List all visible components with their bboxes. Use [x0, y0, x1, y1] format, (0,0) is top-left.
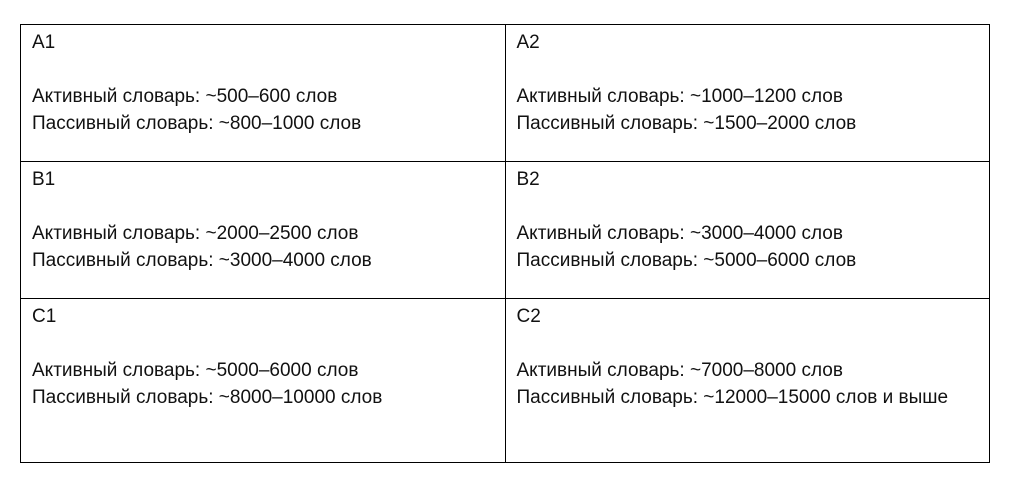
passive-vocabulary: Пассивный словарь: ~3000–4000 слов [32, 250, 372, 271]
active-vocabulary: Активный словарь: ~7000–8000 слов [516, 360, 843, 381]
active-vocabulary: Активный словарь: ~5000–6000 слов [32, 360, 359, 381]
level-cell-b2 [505, 162, 990, 299]
passive-vocabulary: Пассивный словарь: ~8000–10000 слов [32, 387, 383, 408]
passive-vocabulary: Пассивный словарь: ~12000–15000 слов и выше [516, 387, 949, 408]
active-vocabulary: Активный словарь: ~3000–4000 слов [516, 223, 843, 244]
active-vocabulary: Активный словарь: ~1000–1200 слов [516, 86, 843, 107]
level-label: C2 [516, 306, 541, 327]
active-vocabulary: Активный словарь: ~500–600 слов [32, 86, 338, 107]
level-label: B2 [516, 169, 540, 190]
table-row [21, 162, 990, 299]
level-cell-a2 [505, 25, 990, 162]
passive-vocabulary: Пассивный словарь: ~1500–2000 слов [516, 113, 857, 134]
passive-vocabulary: Пассивный словарь: ~5000–6000 слов [516, 250, 857, 271]
table-row [21, 299, 990, 463]
table-row [21, 25, 990, 162]
level-label: B1 [32, 169, 56, 190]
level-cell-c1 [21, 299, 506, 463]
level-cell-a1 [21, 25, 506, 162]
passive-vocabulary: Пассивный словарь: ~800–1000 слов [32, 113, 362, 134]
level-label: A1 [32, 32, 56, 53]
level-cell-b1 [21, 162, 506, 299]
level-cell-c2 [505, 299, 990, 463]
active-vocabulary: Активный словарь: ~2000–2500 слов [32, 223, 359, 244]
vocabulary-levels-table [20, 24, 990, 463]
level-label: C1 [32, 306, 57, 327]
level-label: A2 [516, 32, 540, 53]
